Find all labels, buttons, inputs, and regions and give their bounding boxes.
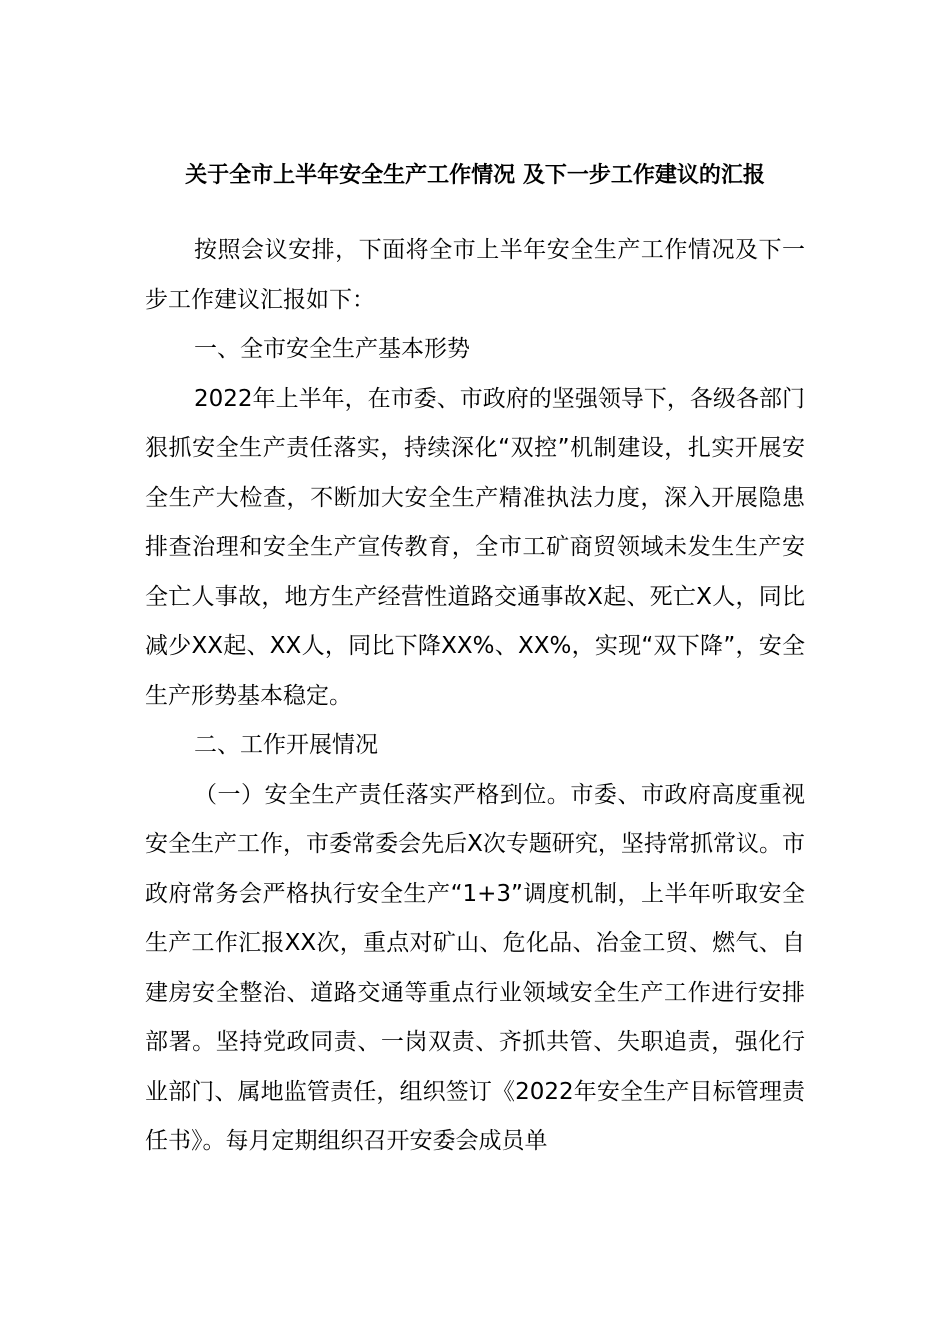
paragraph-responsibility: （一）安全生产责任落实严格到位。市委、市政府高度重视安全生产工作，市委常委会先后X次专题研究，坚持常抓常议。市政府常务会严格执行安全生产“1+3”调度机制，上半年听取安全生产工作汇报XX次，重点对矿山、危化品、冶金工贸、燃气、自建房安全整治、道路交通等重点行业领域安全生产工作进行安排部署。坚持党政同责、一岗双责、齐抓共管、失职追责，强化行业部门、属地监管责任，组织签订《2022年安全生产目标管理责任书》。每月定期组织召开安委会成员单 (145, 781, 805, 1154)
paragraph-situation: 2022年上半年，在市委、市政府的坚强领导下，各级各部门狠抓安全生产责任落实，持续深化“双控”机制建设，扎实开展安全生产大检查，不断加大安全生产精准执法力度，深入开展隐患排查治理和安全生产宣传教育，全市工矿商贸领域未发生生产安全亡人事故，地方生产经营性道路交通事故X起、死亡X人，同比减少XX起、XX人，同比下降XX%、XX%，实现“双下降”，安全生产形势基本稳定。 (145, 385, 805, 709)
section-heading-1: 一、全市安全生产基本形势 (194, 336, 470, 362)
document-body (145, 226, 805, 1167)
paragraph-intro: 按照会议安排，下面将全市上半年安全生产工作情况及下一步工作建议汇报如下： (145, 237, 805, 313)
document-title: 关于全市上半年安全生产工作情况 及下一步工作建议的汇报 (185, 163, 765, 188)
section-heading-2: 二、工作开展情况 (194, 732, 378, 758)
